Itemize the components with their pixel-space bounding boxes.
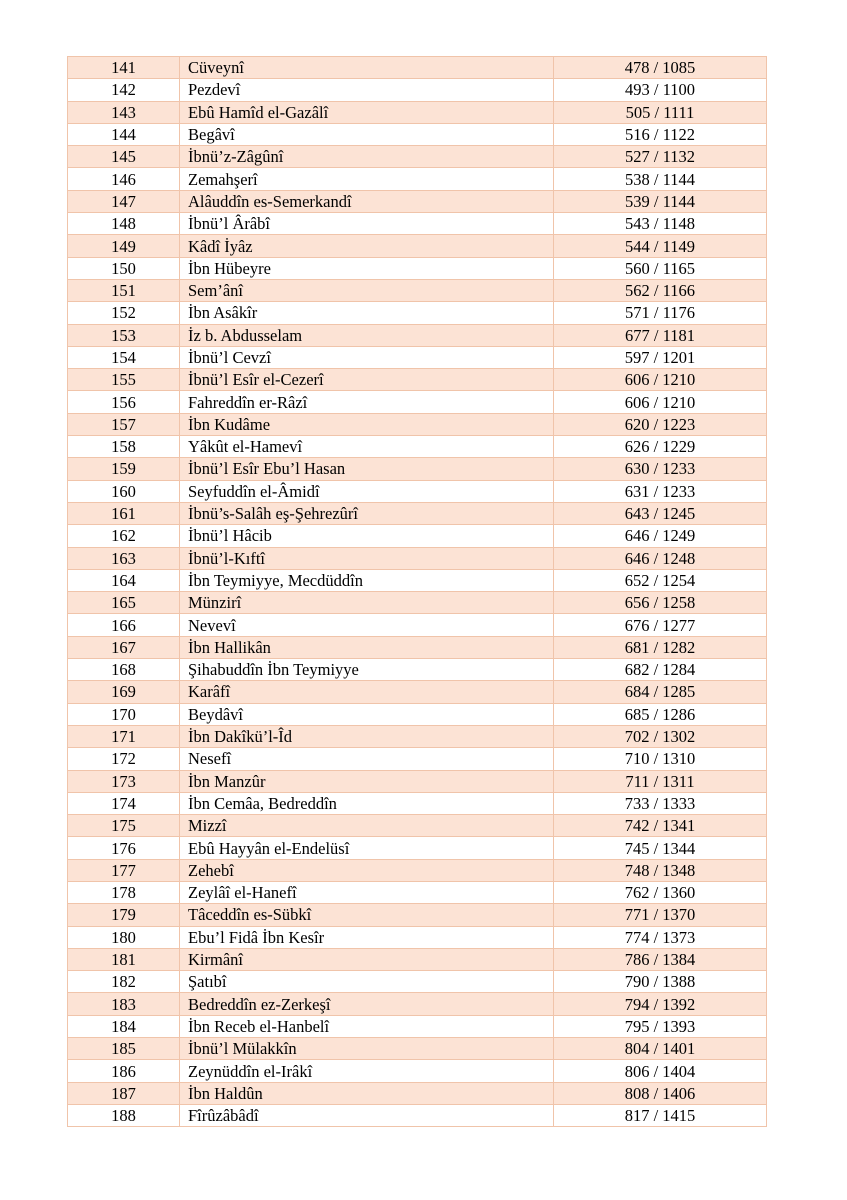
death-date-cell: 643 / 1245	[554, 502, 767, 524]
table-row	[68, 1104, 767, 1126]
scholar-name-cell: Zeylâî el-Hanefî	[180, 881, 554, 903]
table-row	[68, 636, 767, 658]
table-row	[68, 926, 767, 948]
death-date-cell: 795 / 1393	[554, 1015, 767, 1037]
row-number-cell: 167	[68, 636, 180, 658]
table-row	[68, 1015, 767, 1037]
death-date-cell: 684 / 1285	[554, 681, 767, 703]
row-number-cell: 141	[68, 57, 180, 79]
table-row	[68, 436, 767, 458]
scholar-name-cell: İbn Hallikân	[180, 636, 554, 658]
table-row	[68, 614, 767, 636]
death-date-cell: 774 / 1373	[554, 926, 767, 948]
scholar-name-cell: Münzirî	[180, 592, 554, 614]
row-number-cell: 156	[68, 391, 180, 413]
table-row	[68, 123, 767, 145]
death-date-cell: 620 / 1223	[554, 413, 767, 435]
scholar-name-cell: İbnü’l Hâcib	[180, 525, 554, 547]
scholar-name-cell: Şatıbî	[180, 971, 554, 993]
death-date-cell: 771 / 1370	[554, 904, 767, 926]
death-date-cell: 630 / 1233	[554, 458, 767, 480]
table-row	[68, 1082, 767, 1104]
row-number-cell: 181	[68, 948, 180, 970]
death-date-cell: 790 / 1388	[554, 971, 767, 993]
table-row	[68, 881, 767, 903]
table-row	[68, 480, 767, 502]
death-date-cell: 806 / 1404	[554, 1060, 767, 1082]
scholar-name-cell: İbn Kudâme	[180, 413, 554, 435]
row-number-cell: 161	[68, 502, 180, 524]
row-number-cell: 170	[68, 703, 180, 725]
death-date-cell: 804 / 1401	[554, 1038, 767, 1060]
table-row	[68, 681, 767, 703]
scholar-name-cell: Fîrûzâbâdî	[180, 1104, 554, 1126]
row-number-cell: 144	[68, 123, 180, 145]
scholars-table	[67, 56, 767, 1127]
scholar-name-cell: Mizzî	[180, 815, 554, 837]
table-row	[68, 971, 767, 993]
scholar-name-cell: Seyfuddîn el-Âmidî	[180, 480, 554, 502]
scholar-name-cell: İbn Teymiyye, Mecdüddîn	[180, 569, 554, 591]
table-row	[68, 725, 767, 747]
table-row	[68, 391, 767, 413]
scholars-table-body	[68, 57, 767, 1127]
death-date-cell: 748 / 1348	[554, 859, 767, 881]
row-number-cell: 155	[68, 369, 180, 391]
scholar-name-cell: Karâfî	[180, 681, 554, 703]
row-number-cell: 171	[68, 725, 180, 747]
scholar-name-cell: İbnü’l Esîr Ebu’l Hasan	[180, 458, 554, 480]
row-number-cell: 143	[68, 101, 180, 123]
row-number-cell: 185	[68, 1038, 180, 1060]
scholar-name-cell: Begâvî	[180, 123, 554, 145]
scholar-name-cell: İbnü’l Ârâbî	[180, 213, 554, 235]
scholar-name-cell: Zeynüddîn el-Irâkî	[180, 1060, 554, 1082]
table-row	[68, 948, 767, 970]
scholar-name-cell: İbn Haldûn	[180, 1082, 554, 1104]
death-date-cell: 626 / 1229	[554, 436, 767, 458]
death-date-cell: 606 / 1210	[554, 391, 767, 413]
death-date-cell: 677 / 1181	[554, 324, 767, 346]
death-date-cell: 733 / 1333	[554, 792, 767, 814]
death-date-cell: 682 / 1284	[554, 659, 767, 681]
death-date-cell: 808 / 1406	[554, 1082, 767, 1104]
scholar-name-cell: İbn Asâkîr	[180, 302, 554, 324]
row-number-cell: 159	[68, 458, 180, 480]
table-row	[68, 235, 767, 257]
table-row	[68, 257, 767, 279]
scholar-name-cell: Zehebî	[180, 859, 554, 881]
death-date-cell: 742 / 1341	[554, 815, 767, 837]
table-row	[68, 146, 767, 168]
row-number-cell: 172	[68, 748, 180, 770]
row-number-cell: 186	[68, 1060, 180, 1082]
row-number-cell: 148	[68, 213, 180, 235]
table-row	[68, 837, 767, 859]
table-row	[68, 190, 767, 212]
row-number-cell: 157	[68, 413, 180, 435]
table-row	[68, 993, 767, 1015]
scholar-name-cell: İbnü’l Cevzî	[180, 346, 554, 368]
row-number-cell: 150	[68, 257, 180, 279]
row-number-cell: 168	[68, 659, 180, 681]
row-number-cell: 184	[68, 1015, 180, 1037]
table-row	[68, 168, 767, 190]
scholar-name-cell: İbn Hübeyre	[180, 257, 554, 279]
table-row	[68, 79, 767, 101]
table-row	[68, 57, 767, 79]
table-row	[68, 904, 767, 926]
row-number-cell: 164	[68, 569, 180, 591]
scholar-name-cell: Bedreddîn ez-Zerkeşî	[180, 993, 554, 1015]
death-date-cell: 539 / 1144	[554, 190, 767, 212]
table-row	[68, 302, 767, 324]
death-date-cell: 786 / 1384	[554, 948, 767, 970]
scholar-name-cell: İbn Cemâa, Bedreddîn	[180, 792, 554, 814]
death-date-cell: 538 / 1144	[554, 168, 767, 190]
table-row	[68, 101, 767, 123]
death-date-cell: 794 / 1392	[554, 993, 767, 1015]
scholar-name-cell: Beydâvî	[180, 703, 554, 725]
row-number-cell: 187	[68, 1082, 180, 1104]
scholar-name-cell: Ebu’l Fidâ İbn Kesîr	[180, 926, 554, 948]
row-number-cell: 166	[68, 614, 180, 636]
scholar-name-cell: Ebû Hamîd el-Gazâlî	[180, 101, 554, 123]
scholar-name-cell: İbnü’l-Kıftî	[180, 547, 554, 569]
row-number-cell: 145	[68, 146, 180, 168]
table-row	[68, 213, 767, 235]
scholar-name-cell: Kirmânî	[180, 948, 554, 970]
death-date-cell: 606 / 1210	[554, 369, 767, 391]
scholar-name-cell: Alâuddîn es-Semerkandî	[180, 190, 554, 212]
row-number-cell: 176	[68, 837, 180, 859]
row-number-cell: 146	[68, 168, 180, 190]
scholar-name-cell: Cüveynî	[180, 57, 554, 79]
death-date-cell: 817 / 1415	[554, 1104, 767, 1126]
death-date-cell: 652 / 1254	[554, 569, 767, 591]
death-date-cell: 710 / 1310	[554, 748, 767, 770]
row-number-cell: 153	[68, 324, 180, 346]
row-number-cell: 178	[68, 881, 180, 903]
scholar-name-cell: İbn Dakîkü’l-Îd	[180, 725, 554, 747]
row-number-cell: 152	[68, 302, 180, 324]
row-number-cell: 163	[68, 547, 180, 569]
row-number-cell: 160	[68, 480, 180, 502]
row-number-cell: 182	[68, 971, 180, 993]
death-date-cell: 505 / 1111	[554, 101, 767, 123]
table-row	[68, 502, 767, 524]
table-row	[68, 279, 767, 301]
scholar-name-cell: Yâkût el-Hamevî	[180, 436, 554, 458]
table-row	[68, 525, 767, 547]
death-date-cell: 516 / 1122	[554, 123, 767, 145]
scholar-name-cell: İbnü’l Esîr el-Cezerî	[180, 369, 554, 391]
row-number-cell: 158	[68, 436, 180, 458]
row-number-cell: 183	[68, 993, 180, 1015]
death-date-cell: 571 / 1176	[554, 302, 767, 324]
death-date-cell: 745 / 1344	[554, 837, 767, 859]
death-date-cell: 702 / 1302	[554, 725, 767, 747]
table-row	[68, 413, 767, 435]
table-row	[68, 703, 767, 725]
scholar-name-cell: İbn Manzûr	[180, 770, 554, 792]
death-date-cell: 711 / 1311	[554, 770, 767, 792]
scholar-name-cell: Tâceddîn es-Sübkî	[180, 904, 554, 926]
scholar-name-cell: Nesefî	[180, 748, 554, 770]
row-number-cell: 142	[68, 79, 180, 101]
death-date-cell: 544 / 1149	[554, 235, 767, 257]
scholar-name-cell: İbnü’l Mülakkîn	[180, 1038, 554, 1060]
death-date-cell: 527 / 1132	[554, 146, 767, 168]
row-number-cell: 188	[68, 1104, 180, 1126]
scholar-name-cell: İbnü’s-Salâh eş-Şehrezûrî	[180, 502, 554, 524]
scholar-name-cell: Nevevî	[180, 614, 554, 636]
row-number-cell: 151	[68, 279, 180, 301]
scholar-name-cell: Kâdî İyâz	[180, 235, 554, 257]
death-date-cell: 543 / 1148	[554, 213, 767, 235]
row-number-cell: 154	[68, 346, 180, 368]
table-row	[68, 592, 767, 614]
death-date-cell: 762 / 1360	[554, 881, 767, 903]
table-row	[68, 859, 767, 881]
scholar-name-cell: İbn Receb el-Hanbelî	[180, 1015, 554, 1037]
death-date-cell: 676 / 1277	[554, 614, 767, 636]
row-number-cell: 173	[68, 770, 180, 792]
row-number-cell: 162	[68, 525, 180, 547]
table-row	[68, 346, 767, 368]
table-row	[68, 815, 767, 837]
row-number-cell: 169	[68, 681, 180, 703]
table-row	[68, 748, 767, 770]
death-date-cell: 656 / 1258	[554, 592, 767, 614]
death-date-cell: 493 / 1100	[554, 79, 767, 101]
scholar-name-cell: Ebû Hayyân el-Endelüsî	[180, 837, 554, 859]
death-date-cell: 562 / 1166	[554, 279, 767, 301]
scholar-name-cell: İbnü’z-Zâgûnî	[180, 146, 554, 168]
death-date-cell: 478 / 1085	[554, 57, 767, 79]
death-date-cell: 646 / 1249	[554, 525, 767, 547]
scholar-name-cell: İz b. Abdusselam	[180, 324, 554, 346]
row-number-cell: 165	[68, 592, 180, 614]
death-date-cell: 646 / 1248	[554, 547, 767, 569]
scholar-name-cell: Zemahşerî	[180, 168, 554, 190]
table-row	[68, 1038, 767, 1060]
death-date-cell: 685 / 1286	[554, 703, 767, 725]
row-number-cell: 180	[68, 926, 180, 948]
table-row	[68, 659, 767, 681]
scholar-name-cell: Fahreddîn er-Râzî	[180, 391, 554, 413]
death-date-cell: 631 / 1233	[554, 480, 767, 502]
table-row	[68, 324, 767, 346]
row-number-cell: 147	[68, 190, 180, 212]
death-date-cell: 681 / 1282	[554, 636, 767, 658]
scholar-name-cell: Şihabuddîn İbn Teymiyye	[180, 659, 554, 681]
table-row	[68, 458, 767, 480]
table-row	[68, 369, 767, 391]
table-row	[68, 1060, 767, 1082]
death-date-cell: 597 / 1201	[554, 346, 767, 368]
death-date-cell: 560 / 1165	[554, 257, 767, 279]
table-row	[68, 547, 767, 569]
row-number-cell: 149	[68, 235, 180, 257]
table-row	[68, 569, 767, 591]
table-row	[68, 770, 767, 792]
row-number-cell: 174	[68, 792, 180, 814]
row-number-cell: 177	[68, 859, 180, 881]
row-number-cell: 179	[68, 904, 180, 926]
table-row	[68, 792, 767, 814]
row-number-cell: 175	[68, 815, 180, 837]
scholar-name-cell: Sem’ânî	[180, 279, 554, 301]
scholar-name-cell: Pezdevî	[180, 79, 554, 101]
